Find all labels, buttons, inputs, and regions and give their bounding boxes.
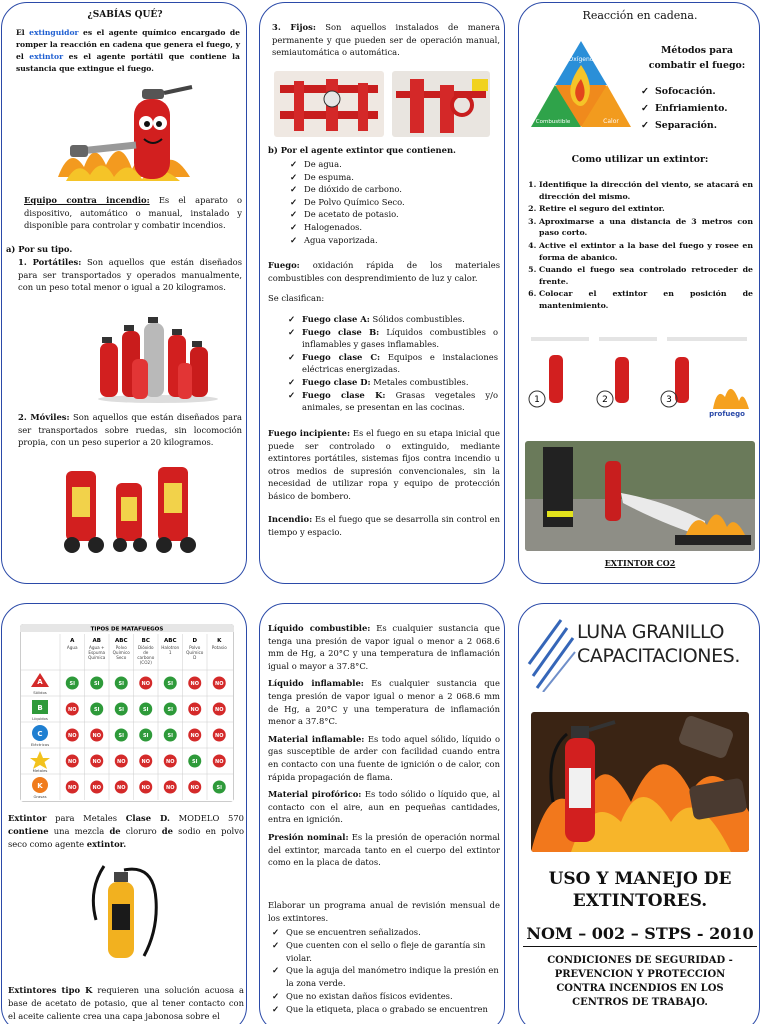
table-cell-value: NO — [68, 759, 77, 765]
step-item: 4. Active el extintor a la base del fuego y rosee en forma de abanico. — [539, 240, 753, 263]
table-cell-value: SI — [118, 707, 124, 713]
table-cell-value: NO — [215, 707, 224, 713]
table-cell-value: SI — [94, 681, 100, 687]
definition-item — [268, 677, 500, 727]
step-item: 5. Cuando el fuego sea controlado retroceder de frente. — [539, 264, 753, 287]
panel-tipos-matafuegos — [1, 603, 247, 1024]
table-cell-value: NO — [215, 759, 224, 765]
table-cell-value: NO — [92, 733, 101, 739]
fire-class-item — [288, 326, 498, 351]
step-number-1: 1 — [534, 395, 540, 405]
table-cell-value: NO — [117, 785, 126, 791]
revision-check-item: ✓ Que la aguja del manómetro indique la presión en la zona verde. — [272, 964, 500, 990]
como-title: Como utilizar un extintor: — [571, 154, 709, 165]
definition-text: Es todo sólido o líquido que, al contacto con el aire, aun en pequeñas cantidades, entra en ignición. — [268, 789, 501, 825]
table-row-label: Grasas — [33, 794, 47, 799]
fixed-system-photo-1 — [274, 71, 384, 137]
table-col-desc: Halotron 1 — [161, 645, 180, 655]
extintores-tipo-k-text: Extintores tipo K requieren una solución acuosa a base de acetato de potasio, que al tener contacto con el aceite caliente crea una capa jabonosa sobre el — [8, 985, 244, 1021]
revision-check-item: ✓ Que no existan daños físicos evidentes. — [272, 990, 500, 1003]
wheeled-extinguishers-photo — [58, 461, 200, 557]
table-col-code: A — [70, 638, 75, 644]
table-cell-value: NO — [141, 785, 150, 791]
table-cell-value: SI — [216, 785, 222, 791]
table-cell-value: SI — [143, 733, 149, 739]
definition-term: Material inflamable: — [268, 733, 365, 744]
definition-text: Es la presión de operación normal del extintor, marcada tanto en el cuerpo del extintor como en la placa de datos. — [268, 831, 500, 868]
agente-item: ✓ De acetato de potasio. — [290, 208, 490, 221]
agente-item: ✓ De agua. — [290, 158, 490, 171]
tri-combustible-label: Combustible — [535, 119, 571, 125]
table-cell-value: SI — [192, 759, 198, 765]
table-title: TIPOS DE MATAFUEGOS — [90, 626, 164, 633]
agente-item: ✓ Halogenados. — [290, 221, 490, 234]
table-col-code: D — [192, 638, 198, 644]
table-col-desc: Dióxido de carbono (CO2) — [137, 645, 155, 665]
table-col-code: ABC — [115, 638, 128, 644]
moviles-definition: 2. Móviles: Son aquellos que están diseñados para ser transportados sobre ruedas, sin locomoción propia, con un peso superior a 20 kilogramos. — [18, 412, 242, 448]
agente-item: ✓ De dióxido de carbono. — [290, 183, 490, 196]
class-d-extinguisher-photo — [84, 860, 164, 964]
table-col-desc: Polvo Químico Seco — [112, 645, 130, 660]
nom-code: NOM – 002 – STPS - 2010 — [523, 924, 757, 947]
elaborar-text: Elaborar un programa anual de revisión mensual de los extintores. — [268, 900, 500, 923]
metodos-title: Métodos para combatir el fuego: — [648, 45, 746, 71]
table-cell-value: SI — [167, 707, 173, 713]
table-cell-value: NO — [141, 681, 150, 687]
intro-paragraph: El extinguidor es el agente químico encargado de romper la reacción en cadena que genera el fuego, y el extintor es el agente portátil que contiene la sustancia que extingue el fuego. — [16, 28, 240, 73]
portatiles-definition: 1. Portátiles: Son aquellos que están diseñados para ser transportados y operados manualmente, con un peso total menor o igual a 20 kilogramos. — [18, 257, 242, 293]
definition-item — [268, 831, 500, 869]
definition-term: Presión nominal: — [268, 831, 349, 842]
definitions-block — [268, 622, 500, 874]
table-cell-value: SI — [69, 681, 75, 687]
agente-item: ✓ Agua vaporizada. — [290, 234, 490, 247]
fire-class-text: Sólidos combustibles. — [372, 314, 465, 324]
fire-class-item — [288, 389, 498, 414]
table-cell-value: NO — [190, 785, 199, 791]
table-cell-value: NO — [68, 733, 77, 739]
table-cell-value: SI — [94, 707, 100, 713]
table-col-code: AB — [92, 638, 101, 644]
metodo-item: ✓ Enfriamiento. — [641, 100, 759, 117]
table-cell-value: NO — [68, 785, 77, 791]
table-cell-value: SI — [167, 733, 173, 739]
reaccion-title: Reacción en cadena. — [582, 9, 698, 22]
agente-item: ✓ De espuma. — [290, 171, 490, 184]
table-cell-value: NO — [117, 759, 126, 765]
panel-agentes-fuego — [259, 2, 505, 584]
table-col-code: ABC — [164, 638, 177, 644]
definition-text: Es cualquier sustancia que tenga presión de vapor igual o menor a 2 068.6 mm de Hg, a 20°C y una temperatura de inflamación menor a 37.8°C. — [268, 678, 500, 727]
panel-definiciones — [259, 603, 505, 1024]
fijos-definition: 3. Fijos: Son aquellos instalados de manera permanente y que pueden ser de operación manual, semiautomática o automática. — [272, 22, 500, 58]
step-item: 6. Colocar el extintor en posición de mantenimiento. — [539, 288, 753, 311]
fire-class-term: Fuego clase A: — [302, 314, 370, 324]
cover-subtitle: CONDICIONES DE SEGURIDAD - PREVENCION Y PROTECCION CONTRA INCENDIOS EN LOS CENTROS DE TRABAJO. — [547, 955, 733, 1008]
table-col-desc: Agua — [66, 645, 78, 650]
tri-oxigeno-label: Oxígeno — [568, 56, 594, 63]
fire-class-term: Fuego clase K: — [302, 389, 386, 400]
step-item: 1. Identifique la dirección del viento, se atacará en dirección del mismo. — [539, 179, 753, 202]
table-cell-value: NO — [190, 707, 199, 713]
definition-item — [268, 622, 500, 672]
metodos-list — [641, 83, 759, 134]
definition-term: Líquido inflamable: — [268, 678, 364, 689]
table-col-code: BC — [141, 638, 150, 644]
table-cell-value: NO — [68, 707, 77, 713]
panel-metodos-uso — [518, 2, 760, 584]
revision-checklist — [272, 926, 500, 1016]
table-cell-value: SI — [143, 707, 149, 713]
table-cell-value: SI — [118, 681, 124, 687]
step-number-3: 3 — [666, 395, 672, 405]
cover-extinguisher-fire-photo — [531, 712, 749, 852]
agentes-list — [290, 158, 490, 246]
table-row-label: Eléctricos — [30, 742, 50, 747]
revision-check-item: ✓ Que cuenten con el sello o fleje de garantía sin violar. — [272, 939, 500, 965]
table-cell-value: SI — [118, 733, 124, 739]
step-item: 2. Retire el seguro del extintor. — [539, 203, 753, 215]
incipiente-definition: Fuego incipiente: Es el fuego en su etapa inicial que puede ser controlado o extinguido, mediante extintores portátiles, sistemas fijos contra incendio u otros medios de supresión convencionales, sin la necesidad de utilizar ropa y equipo de protección básico de bombero. — [268, 428, 500, 501]
co2-caption: EXTINTOR CO2 — [604, 558, 676, 568]
fixed-system-photo-2 — [392, 71, 490, 137]
table-row-label: Sólidos — [33, 690, 47, 695]
equipo-definition: Equipo contra incendio: Es el aparato o dispositivo, automático o manual, instalado y disponible para controlar y combatir incendios. — [24, 195, 242, 231]
table-row-label: Líquidos — [32, 716, 48, 721]
table-col-desc: Polvo Químico D — [186, 645, 204, 660]
table-cell-value: NO — [92, 759, 101, 765]
fire-triangle-diagram — [523, 35, 639, 135]
table-cell-value: SI — [167, 681, 173, 687]
metodo-item: ✓ Sofocación. — [641, 83, 759, 100]
table-cell-value: NO — [166, 785, 175, 791]
fire-class-term: Fuego clase B: — [302, 326, 380, 337]
fire-class-item — [288, 376, 498, 389]
table-cell-value: NO — [92, 785, 101, 791]
table-cell-value: NO — [141, 759, 150, 765]
table-cell-value: NO — [215, 733, 224, 739]
clasifican-label: Se clasifican: — [268, 293, 325, 303]
fire-class-text: Equipos e instalaciones eléctricas energizadas. — [302, 351, 498, 375]
fire-class-text: Líquidos combustibles o inflamables y gases inflamables. — [302, 326, 498, 350]
metodo-item: ✓ Separación. — [641, 117, 759, 134]
panel-portada — [518, 603, 760, 1024]
brand-label: profuego — [709, 410, 745, 418]
fuego-definition: Fuego: oxidación rápida de los materiales combustibles con desprendimiento de luz y calor. — [268, 260, 500, 283]
definition-term: Líquido combustible: — [268, 623, 371, 633]
tri-calor-label: Calor — [603, 118, 619, 125]
table-col-code: K — [217, 638, 222, 644]
revision-check-item: ✓ Que la etiqueta, placa o grabado se encuentren — [272, 1003, 500, 1016]
agente-item: ✓ De Polvo Químico Seco. — [290, 196, 490, 209]
incendio-definition: Incendio: Es el fuego que se desarrolla sin control en tiempo y espacio. — [268, 514, 500, 537]
fire-class-item — [288, 313, 498, 326]
panel-sabias-que — [1, 2, 247, 584]
tipo-heading: a) Por su tipo. — [6, 244, 73, 254]
revision-check-item: ✓ Que se encuentren señalizados. — [272, 926, 500, 939]
company-logo-icon — [523, 614, 577, 692]
portable-extinguishers-photo — [94, 307, 222, 403]
table-row-code: B — [37, 704, 43, 712]
fire-class-text: Metales combustibles. — [373, 376, 469, 387]
definition-text: Es todo aquel sólido, líquido o gas susceptible de arder con facilidad cuando entra en contacto con una fuente de ignición o de calor, con rápida propagación de flama. — [268, 733, 500, 782]
panel-title: ¿SABÍAS QUÉ? — [87, 10, 163, 20]
agente-heading: b) Por el agente extintor que contienen. — [268, 145, 456, 155]
fire-classes-list — [288, 313, 498, 414]
definition-text: Es cualquier sustancia que tenga una presión de vapor igual o menor a 2 068.6 mm de Hg, a 20°C y una temperatura de inflamación igual o mayor a 37.8°C. — [268, 623, 500, 671]
fire-class-item — [288, 351, 498, 376]
table-cell-value: NO — [166, 759, 175, 765]
table-row-code: A — [37, 678, 43, 686]
extintor-clase-d-text: Extintor para Metales Clase D. MODELO 570 contiene una mezcla de cloruro de sodio en polvo seco como agente extintor. — [8, 813, 244, 849]
table-row-code: C — [37, 730, 43, 738]
definition-item — [268, 733, 500, 783]
definition-term: Material pirofórico: — [268, 789, 362, 800]
fire-class-term: Fuego clase D: — [302, 376, 371, 387]
table-cell-value: NO — [215, 681, 224, 687]
table-cell-value: NO — [190, 733, 199, 739]
fire-class-term: Fuego clase C: — [302, 351, 381, 362]
steps-list — [527, 179, 753, 313]
step-item: 3. Aproximarse a una distancia de 3 metros con paso corto. — [539, 216, 753, 239]
table-col-desc: Potasio — [211, 645, 227, 650]
definition-item — [268, 788, 500, 826]
table-col-desc: Agua + Espuma Química — [88, 645, 106, 660]
co2-extinguisher-photo — [525, 441, 755, 551]
matafuegos-table — [20, 624, 234, 802]
table-row-code: K — [37, 782, 43, 790]
fire-class-text: Grasas vegetales y/o animales, se presentan en las cocinas. — [302, 389, 498, 413]
company-name: LUNA GRANILLO CAPACITACIONES. — [577, 621, 740, 667]
extinguisher-steps-illustration — [527, 331, 753, 419]
table-row-label: Metales — [32, 768, 48, 773]
step-number-2: 2 — [602, 395, 608, 405]
main-title: USO Y MANEJO DE EXTINTORES. — [548, 869, 732, 911]
extinguisher-mascot-illustration — [50, 85, 200, 189]
table-cell-value: NO — [190, 681, 199, 687]
